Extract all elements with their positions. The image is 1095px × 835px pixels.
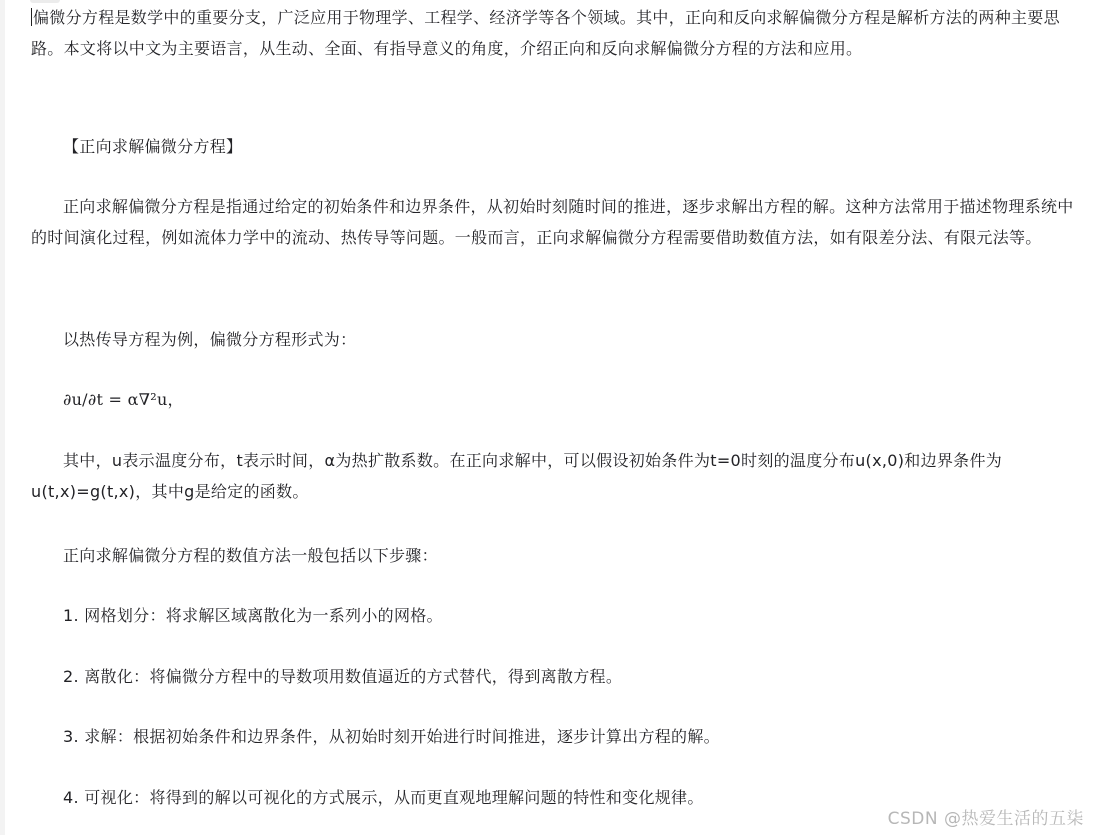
intro-paragraph [31,2,1083,64]
variables-explanation-paragraph: 其中，u表示温度分布，t表示时间，α为热扩散系数。在正向求解中，可以假设初始条件为t=0时刻的温度分布u(x,0)和边界条件为u(t,x)=g(t,x)，其中g是给定的函数。 [31,451,1003,501]
steps-intro: 正向求解偏微分方程的数值方法一般包括以下步骤： [63,546,438,565]
heat-example-intro: 以热传导方程为例，偏微分方程形式为： [63,330,357,349]
forward-description-paragraph: 正向求解偏微分方程是指通过给定的初始条件和边界条件，从初始时刻随时间的推进，逐步求解出方程的解。这种方法常用于描述物理系统中的时间演化过程，例如流体力学中的流动、热传导等问题。一般而言，正向求解偏微分方程需要借助数值方法，如有限差分法、有限元法等。 [31,197,1074,247]
left-gutter [0,0,5,835]
intro-text: 偏微分方程是数学中的重要分支，广泛应用于物理学、工程学、经济学等各个领域。其中，正向和反向求解偏微分方程是解析方法的两种主要思路。本文将以中文为主要语言，从生动、全面、有指导意义的角度，介绍正向和反向求解偏微分方程的方法和应用。 [31,8,1060,58]
step-item: 2. 离散化：将偏微分方程中的导数项用数值逼近的方式替代，得到离散方程。 [63,667,623,686]
step-item: 4. 可视化：将得到的解以可视化的方式展示，从而更直观地理解问题的特性和变化规律。 [63,788,704,807]
section-heading: 【正向求解偏微分方程】 [63,137,243,156]
heat-equation: ∂u/∂t = α∇²u， [63,390,184,409]
text-cursor [31,8,32,26]
csdn-watermark: CSDN @热爱生活的五柒 [887,809,1084,829]
step-item: 1. 网格划分：将求解区域离散化为一系列小的网格。 [63,606,443,625]
step-item: 3. 求解：根据初始条件和边界条件，从初始时刻开始进行时间推进，逐步计算出方程的解。 [63,727,720,746]
